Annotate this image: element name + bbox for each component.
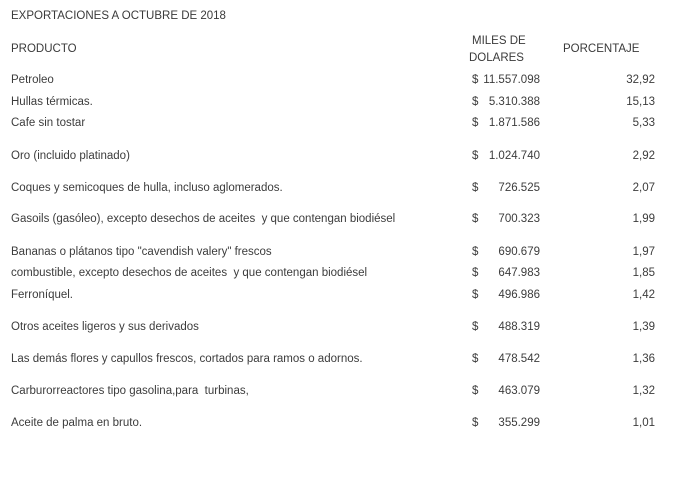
header-miles-line2: DOLARES (469, 52, 524, 64)
product-name: combustible, excepto desechos de aceites y que contengan biodiésel (11, 267, 368, 279)
percentage-value: 1,97 (632, 246, 655, 258)
header-percentage: PORCENTAJE (563, 43, 640, 55)
percentage-value: 2,07 (632, 182, 655, 194)
product-name: Ferroníquel. (11, 289, 74, 301)
table-row (0, 96, 700, 112)
amount-value: 463.079 (498, 385, 540, 397)
document-title: EXPORTACIONES A OCTUBRE DE 2018 (11, 10, 226, 22)
amount-value: 355.299 (498, 417, 540, 429)
amount-value: 690.679 (498, 246, 540, 258)
currency-symbol: $ (472, 246, 479, 258)
product-name: Bananas o plátanos tipo "cavendish valery" frescos (11, 246, 272, 258)
table-row (0, 246, 700, 262)
percentage-value: 1,36 (632, 353, 655, 365)
currency-symbol: $ (472, 74, 479, 86)
percentage-value: 1,99 (632, 213, 655, 225)
percentage-value: 1,85 (632, 267, 655, 279)
product-name: Gasoils (gasóleo), excepto desechos de aceites y que contengan biodiésel (11, 213, 396, 225)
table-row (0, 385, 700, 401)
header-miles-de-dolares (469, 33, 526, 67)
table-row (0, 182, 700, 198)
amount-value: 1.871.586 (488, 117, 540, 129)
percentage-value: 2,92 (632, 150, 655, 162)
amount-value: 1.024.740 (488, 150, 540, 162)
amount-value: 700.323 (498, 213, 540, 225)
table-row (0, 267, 700, 283)
percentage-value: 32,92 (626, 74, 655, 86)
table-row (0, 289, 700, 305)
currency-symbol: $ (472, 267, 479, 279)
table-row (0, 321, 700, 337)
header-miles-line1: MILES DE (472, 35, 526, 47)
product-name: Otros aceites ligeros y sus derivados (11, 321, 199, 333)
amount-value: 726.525 (498, 182, 540, 194)
currency-symbol: $ (472, 150, 479, 162)
header-product: PRODUCTO (11, 43, 77, 55)
currency-symbol: $ (472, 385, 479, 397)
table-row (0, 117, 700, 133)
percentage-value: 1,42 (632, 289, 655, 301)
product-name: Aceite de palma en bruto. (11, 417, 143, 429)
amount-value: 488.319 (498, 321, 540, 333)
percentage-value: 1,32 (632, 385, 655, 397)
product-name: Carburorreactores tipo gasolina,para turbinas, (11, 385, 249, 397)
table-row (0, 353, 700, 369)
currency-symbol: $ (472, 417, 479, 429)
amount-value: 478.542 (498, 353, 540, 365)
percentage-value: 5,33 (632, 117, 655, 129)
currency-symbol: $ (472, 213, 479, 225)
percentage-value: 1,39 (632, 321, 655, 333)
product-name: Hullas térmicas. (11, 96, 93, 108)
currency-symbol: $ (472, 117, 479, 129)
amount-value: 647.983 (498, 267, 540, 279)
currency-symbol: $ (472, 321, 479, 333)
currency-symbol: $ (472, 289, 479, 301)
product-name: Oro (incluido platinado) (11, 150, 130, 162)
currency-symbol: $ (472, 96, 479, 108)
product-name: Coques y semicoques de hulla, incluso aglomerados. (11, 182, 283, 194)
percentage-value: 1,01 (632, 417, 655, 429)
table-row (0, 74, 700, 90)
amount-value: 5.310.388 (488, 96, 540, 108)
table-row (0, 150, 700, 166)
currency-symbol: $ (472, 353, 479, 365)
amount-value: 11.557.098 (483, 74, 540, 86)
product-name: Cafe sin tostar (11, 117, 86, 129)
currency-symbol: $ (472, 182, 479, 194)
table-row (0, 213, 700, 229)
product-name: Petroleo (11, 74, 54, 86)
product-name: Las demás flores y capullos frescos, cortados para ramos o adornos. (11, 353, 363, 365)
table-row (0, 417, 700, 433)
amount-value: 496.986 (498, 289, 540, 301)
percentage-value: 15,13 (626, 96, 655, 108)
